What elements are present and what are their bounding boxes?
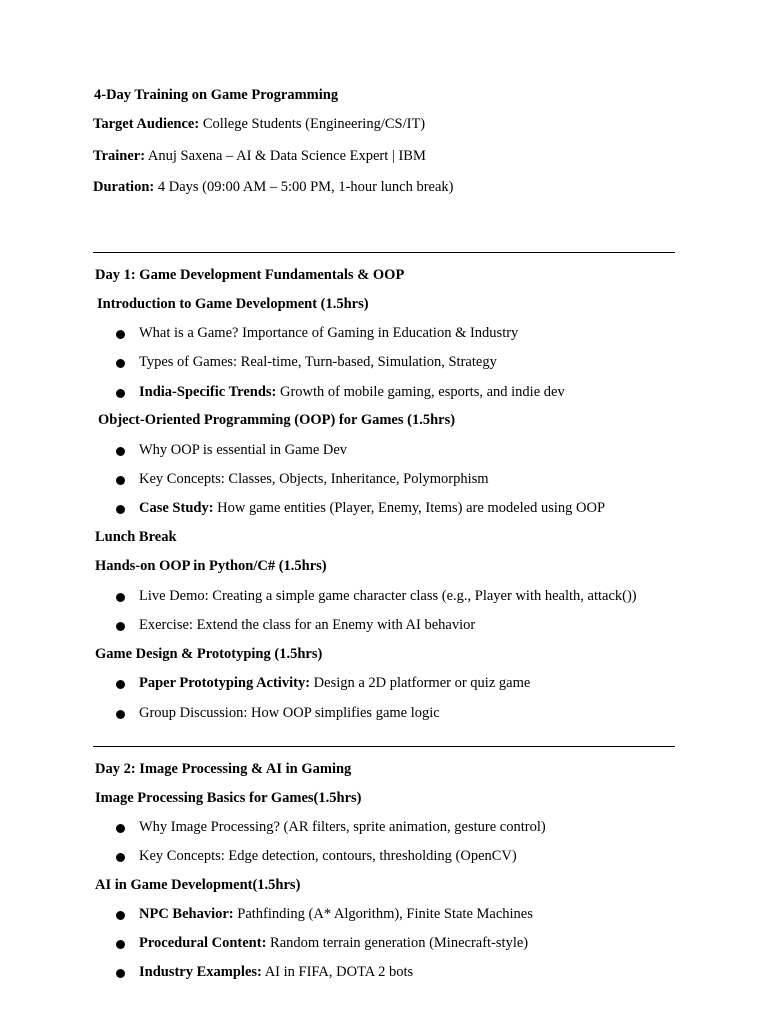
list-item-text: AI in FIFA, DOTA 2 bots <box>264 964 414 980</box>
list-item-text: Design a 2D platformer or quiz game <box>313 675 531 691</box>
bullet-icon <box>114 905 128 923</box>
bullet-icon <box>114 324 128 342</box>
list-item-bold: Industry Examples: <box>139 964 262 980</box>
day1-section-oop-title: Object-Oriented Programming (OOP) for Games (1.5hrs) <box>98 412 456 428</box>
list-item-text: Growth of mobile gaming, esports, and indie dev <box>280 384 565 400</box>
bullet-icon <box>114 934 128 952</box>
list-item: Key Concepts: Classes, Objects, Inheritance, Polymorphism <box>139 471 489 487</box>
list-item: Key Concepts: Edge detection, contours, thresholding (OpenCV) <box>139 848 517 864</box>
list-item: Why Image Processing? (AR filters, sprite animation, gesture control) <box>139 819 546 835</box>
trainer <box>93 147 426 165</box>
trainer-value: Anuj Saxena – AI & Data Science Expert | IBM <box>147 148 426 164</box>
bullet-icon <box>114 704 128 722</box>
list-item-bold: NPC Behavior: <box>139 906 234 922</box>
bullet-icon <box>114 353 128 371</box>
day1-section-design-title: Game Design & Prototyping (1.5hrs) <box>95 646 323 662</box>
target-audience-label: Target Audience: <box>93 116 200 132</box>
target-audience <box>93 115 425 133</box>
bullet-icon <box>114 674 128 692</box>
bullet-icon <box>114 587 128 605</box>
day1-title: Day 1: Game Development Fundamentals & OOP <box>95 267 405 283</box>
list-item-bold: Case Study: <box>139 500 214 516</box>
bullet-icon <box>114 616 128 634</box>
lunch-break-heading: Lunch Break <box>95 529 177 545</box>
list-item: What is a Game? Importance of Gaming in Education & Industry <box>139 325 519 341</box>
bullet-icon <box>114 818 128 836</box>
list-item: Why OOP is essential in Game Dev <box>139 442 348 458</box>
duration <box>93 178 453 196</box>
bullet-icon <box>114 383 128 401</box>
list-item <box>139 905 533 923</box>
day1-section-intro-title: Introduction to Game Development (1.5hrs) <box>97 296 369 312</box>
trainer-label: Trainer: <box>93 148 146 164</box>
list-item-text: Pathfinding (A* Algorithm), Finite State Machines <box>237 906 533 922</box>
list-item <box>139 674 530 692</box>
day1-section-handson-title: Hands-on OOP in Python/C# (1.5hrs) <box>95 558 327 574</box>
list-item-text: How game entities (Player, Enemy, Items) are modeled using OOP <box>217 500 606 516</box>
divider <box>93 252 675 253</box>
bullet-icon <box>114 847 128 865</box>
duration-value: 4 Days (09:00 AM – 5:00 PM, 1-hour lunch break) <box>157 179 454 195</box>
duration-label: Duration: <box>93 179 155 195</box>
list-item-bold: India-Specific Trends: <box>139 384 277 400</box>
day2-section-image-title: Image Processing Basics for Games(1.5hrs) <box>95 790 362 806</box>
list-item-bold: Procedural Content: <box>139 935 267 951</box>
list-item: Exercise: Extend the class for an Enemy with AI behavior <box>139 617 476 633</box>
list-item <box>139 499 605 517</box>
day2-section-ai-title: AI in Game Development(1.5hrs) <box>95 877 301 893</box>
list-item <box>139 963 413 981</box>
bullet-icon <box>114 441 128 459</box>
list-item: Group Discussion: How OOP simplifies game logic <box>139 705 440 721</box>
list-item-text: Random terrain generation (Minecraft-style) <box>270 935 529 951</box>
day2-title: Day 2: Image Processing & AI in Gaming <box>95 761 352 777</box>
document-title: 4-Day Training on Game Programming <box>94 87 339 103</box>
list-item: Live Demo: Creating a simple game character class (e.g., Player with health, attack()) <box>139 588 637 604</box>
target-audience-value: College Students (Engineering/CS/IT) <box>202 116 426 132</box>
bullet-icon <box>114 499 128 517</box>
list-item-bold: Paper Prototyping Activity: <box>139 675 311 691</box>
bullet-icon <box>114 963 128 981</box>
divider <box>93 746 675 747</box>
list-item <box>139 934 528 952</box>
bullet-icon <box>114 470 128 488</box>
list-item <box>139 383 565 401</box>
list-item: Types of Games: Real-time, Turn-based, Simulation, Strategy <box>139 354 497 370</box>
